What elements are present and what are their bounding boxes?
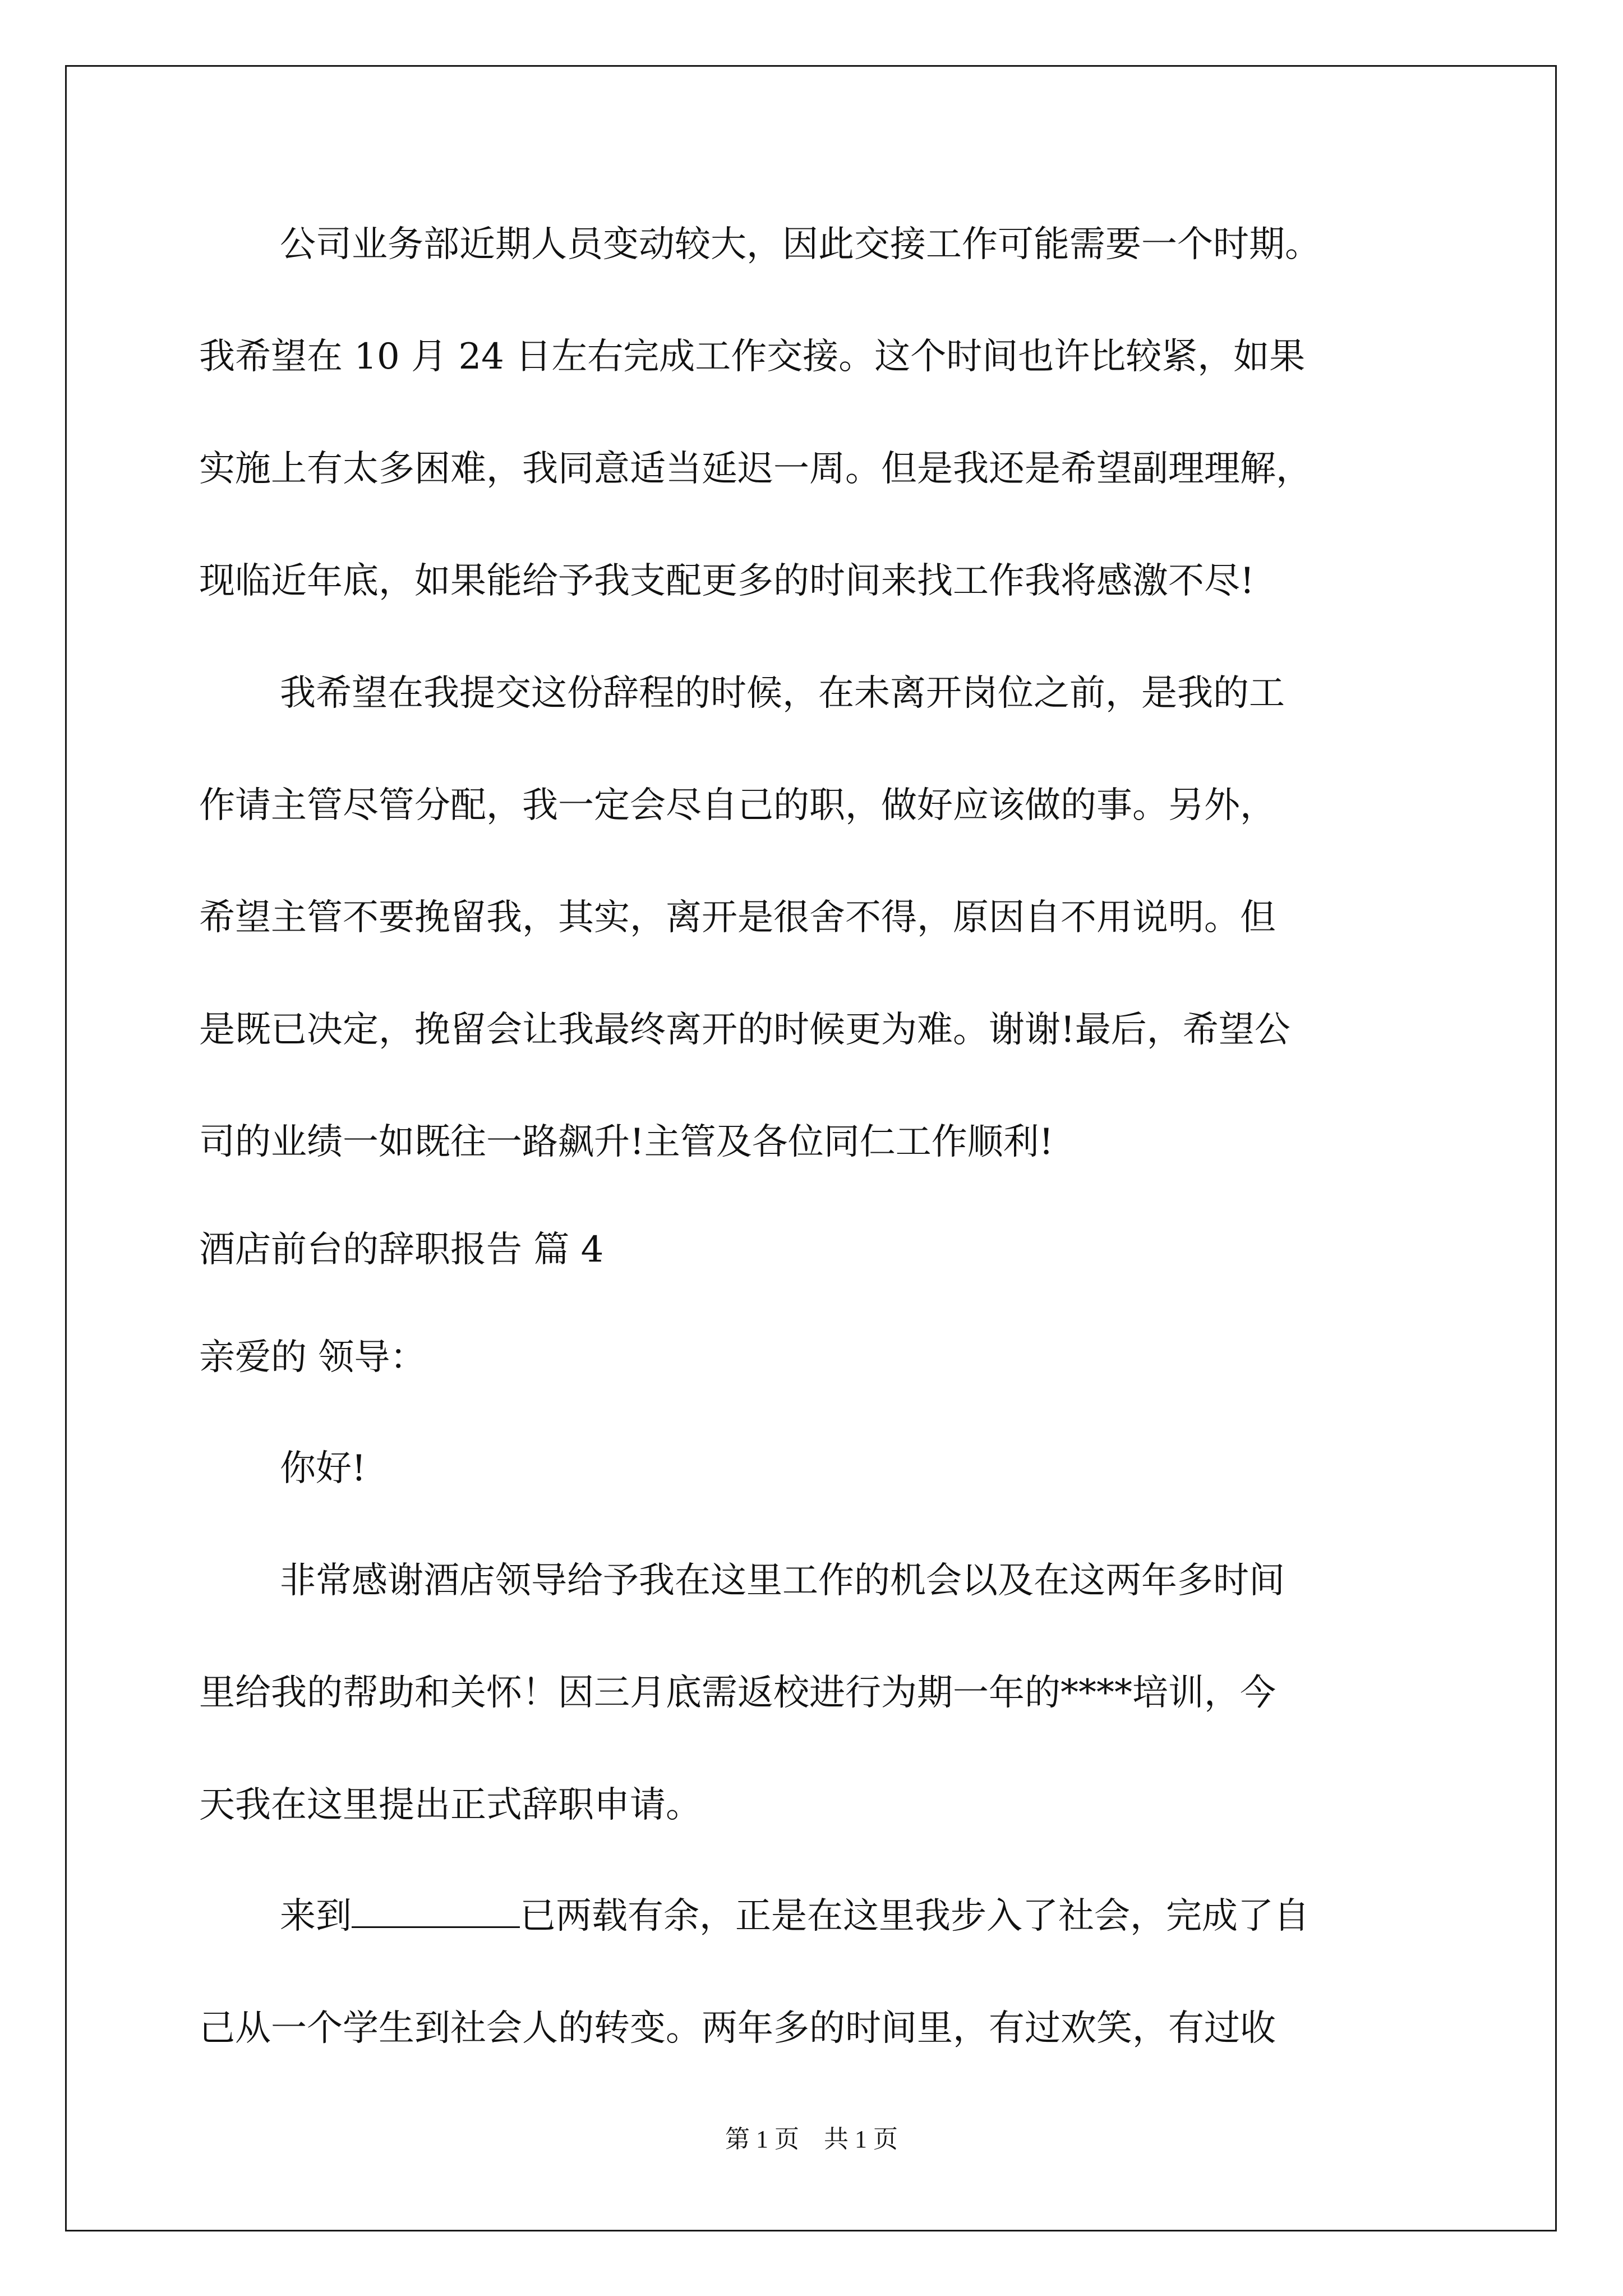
text-before-blank: 来到 <box>280 1895 352 1937</box>
salutation: 亲爱的 领导： <box>199 1337 426 1378</box>
text-line: 我希望在 10 月 24 日左右完成工作交接。这个时间也许比较紧，如果 <box>199 336 1306 378</box>
fill-in-blank <box>352 1897 520 1928</box>
text-line: 我希望在我提交这份辞程的时候，在未离开岗位之前，是我的工 <box>280 673 1285 714</box>
text-line: 实施上有太多困难，我同意适当延迟一周。但是我还是希望副理理解， <box>199 448 1312 490</box>
section-heading: 酒店前台的辞职报告 篇 4 <box>199 1229 604 1271</box>
text-line: 是既已决定，挽留会让我最终离开的时候更为难。谢谢!最后，希望公 <box>199 1009 1290 1051</box>
text-line: 天我在这里提出正式辞职申请。 <box>199 1784 702 1826</box>
text-line-with-blank <box>280 1894 1310 1939</box>
text-line: 作请主管尽管分配，我一定会尽自己的职，做好应该做的事。另外， <box>199 785 1276 826</box>
text-after-blank: 已两载有余，正是在这里我步入了社会，完成了自 <box>520 1895 1310 1937</box>
text-line: 希望主管不要挽留我，其实，离开是很舍不得，原因自不用说明。但 <box>199 897 1276 938</box>
greeting: 你好! <box>280 1448 366 1489</box>
text-line: 非常感谢酒店领导给予我在这里工作的机会以及在这两年多时间 <box>280 1560 1285 1602</box>
text-line: 公司业务部近期人员变动较大，因此交接工作可能需要一个时期。 <box>280 224 1321 265</box>
text-line: 现临近年底，如果能给予我支配更多的时间来找工作我将感激不尽! <box>199 560 1255 602</box>
page-footer <box>0 2124 1623 2155</box>
page-number: 第 1 页 共 1 页 <box>725 2125 898 2153</box>
text-line: 里给我的帮助和关怀！因三月底需返校进行为期一年的****培训，今 <box>199 1672 1276 1714</box>
text-line: 司的业绩一如既往一路飙升!主管及各位同仁工作顺利! <box>199 1121 1054 1163</box>
text-line: 己从一个学生到社会人的转变。两年多的时间里，有过欢笑，有过收 <box>199 2008 1276 2049</box>
